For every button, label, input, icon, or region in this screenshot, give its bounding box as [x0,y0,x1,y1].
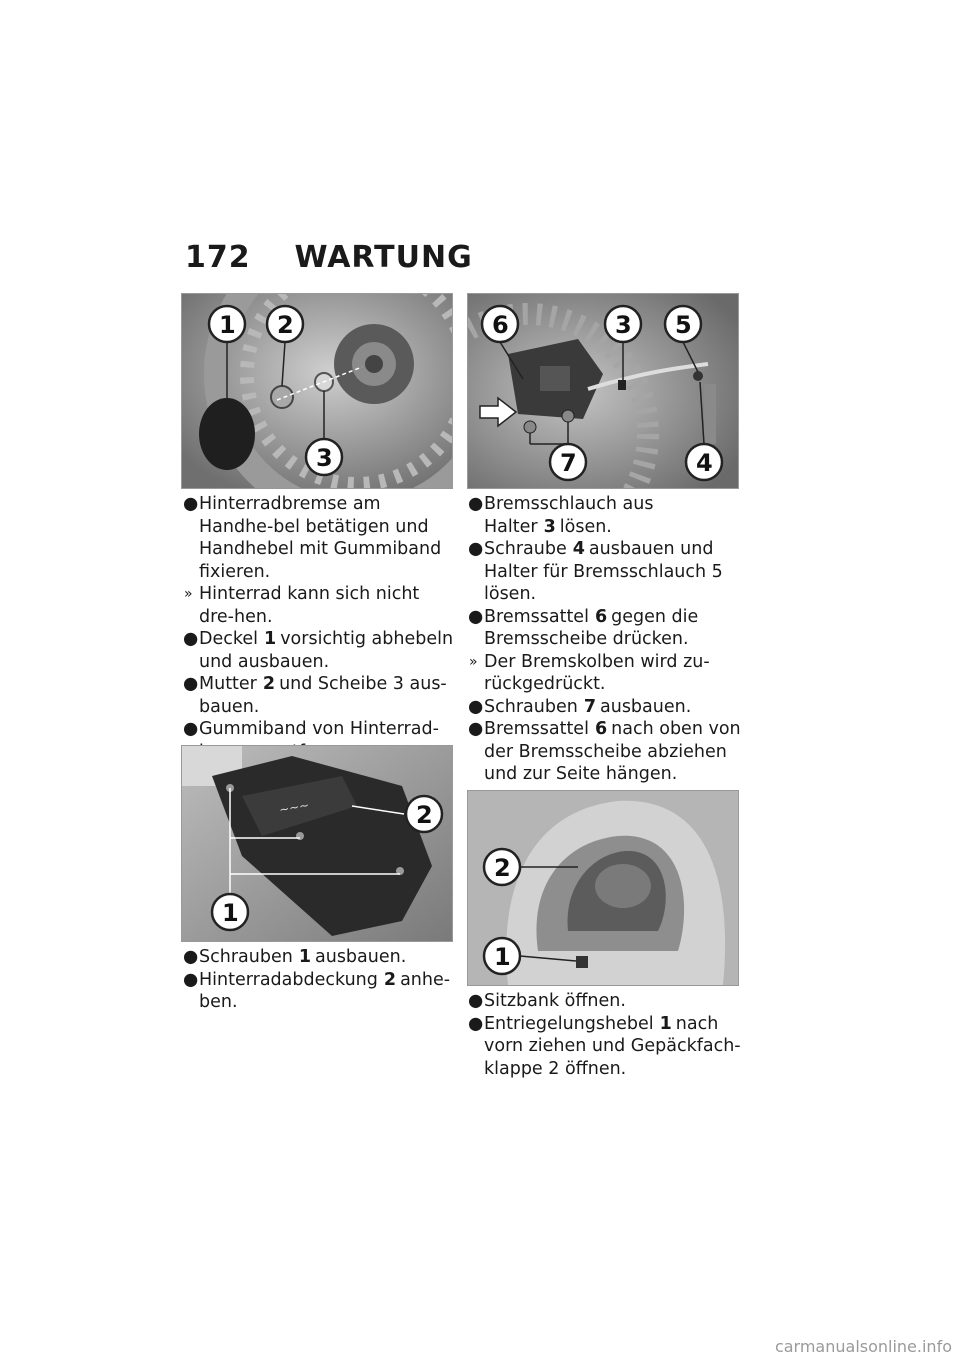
instruction-item [468,1013,743,1081]
page-number: 172 [185,240,251,275]
instruction-item [468,696,743,719]
reference-number: 3 [543,516,556,537]
bullet-icon: ● [468,696,484,717]
instructions-left-bottom [183,946,458,1014]
reference-number [606,674,616,694]
instructions-left-top [183,493,458,763]
bullet-icon: ● [183,494,199,514]
instruction-text-after: anhe-ben. [199,969,451,1012]
svg-text:7: 7 [560,449,577,477]
reference-number: 1 [659,1013,672,1034]
bullet-icon: ● [183,947,199,967]
instruction-text: Gummiband von Hinterrad- [199,719,439,739]
figure-brake-caliper [467,293,739,489]
section-title: WARTUNG [294,240,473,275]
reference-number: 2 [383,969,397,990]
result-arrow-icon: » [469,653,478,670]
instruction-text-after: ausbauen. [600,696,692,717]
instructions-right-bottom [468,990,743,1080]
instruction-item [468,990,743,1013]
svg-text:4: 4 [696,449,713,477]
svg-text:5: 5 [675,311,692,339]
instruction-text: Der Bremskolben wird zu-rückgedrückt. [484,651,710,694]
instruction-text: Deckel [199,629,259,649]
result-item [468,651,743,696]
bullet-icon: ● [183,674,199,694]
instruction-text: Schraube [484,539,567,559]
instruction-text: Entriegelungshebel [484,1013,654,1034]
bullet-icon: ● [468,494,484,514]
instruction-text: Sitzbank öffnen. [484,991,626,1011]
instruction-item [183,493,458,583]
instruction-text: Bremssattel [484,719,589,739]
reference-number [626,991,636,1011]
svg-text:1: 1 [494,943,511,971]
svg-text:2: 2 [494,854,511,882]
watermark: carmanualsonline.info [774,1337,952,1356]
instruction-item [468,538,743,606]
bullet-icon: ● [468,991,484,1011]
instruction-text-after: ausbauen. [315,947,407,967]
bullet-icon: ● [468,539,484,559]
reference-number: 1 [298,947,311,967]
figure-rear-wheel-hub [181,293,453,489]
reference-number: 7 [583,696,596,717]
svg-text:6: 6 [492,311,509,339]
bullet-icon: ● [183,969,199,990]
svg-text:3: 3 [615,311,632,339]
instruction-text: Schrauben [484,696,578,717]
svg-text:2: 2 [277,311,294,339]
instruction-text: Bremssattel [484,606,589,627]
instruction-text-after: nach oben von der Bremsscheibe abziehen und zur Seite hängen. [484,719,741,784]
bullet-icon: ● [468,606,484,627]
instruction-text: Hinterrad kann sich nicht dre-hen. [199,584,420,627]
bullet-icon: ● [468,719,484,739]
reference-number: 6 [594,719,608,739]
instruction-text: Mutter [199,674,257,694]
instruction-text: Hinterradabdeckung [199,969,378,990]
svg-text:1: 1 [222,899,239,927]
bullet-icon: ● [183,719,199,739]
instruction-text: Hinterradbremse am Handhe-bel betätigen und Handhebel mit Gummiband fixieren. [199,494,442,582]
svg-text:1: 1 [219,311,236,339]
instruction-item [183,946,458,969]
result-arrow-icon: » [184,586,193,602]
reference-number [273,607,283,627]
reference-number: 6 [594,606,608,627]
figure-luggage-compartment [467,790,739,986]
reference-number: 1 [264,629,277,649]
instruction-item [183,969,458,1014]
instruction-text-after: ausbauen und Halter für Bremsschlauch 5 lösen. [484,539,723,604]
result-item [183,583,458,628]
figure-rear-wheel-cover [181,745,453,942]
bullet-icon: ● [468,1013,484,1034]
reference-number: 2 [262,674,276,694]
instruction-item [183,673,458,718]
instruction-text-after: lösen. [559,516,612,537]
instruction-item [468,718,743,786]
instruction-text: Bremsschlauch aus Halter [484,494,654,537]
instruction-text-after: und Scheibe 3 aus-bauen. [199,674,447,717]
page-header [185,240,473,275]
bullet-icon: ● [183,629,199,649]
instruction-text-after: vorsichtig abhebeln und ausbauen. [199,629,454,672]
instructions-right-top [468,493,743,786]
instruction-text-after: gegen die Bremsscheibe drücken. [484,606,699,649]
instruction-text-after: nach vorn ziehen und Gepäckfach-klappe 2 öffnen. [484,1013,741,1079]
instruction-item [468,493,743,538]
svg-text:~~~: ~~~ [278,797,311,817]
reference-number: 4 [572,539,585,559]
instruction-text: Schrauben [199,947,293,967]
svg-text:2: 2 [416,801,433,829]
svg-text:3: 3 [316,444,333,472]
instruction-item [183,628,458,673]
reference-number [270,562,280,582]
instruction-item [468,606,743,651]
